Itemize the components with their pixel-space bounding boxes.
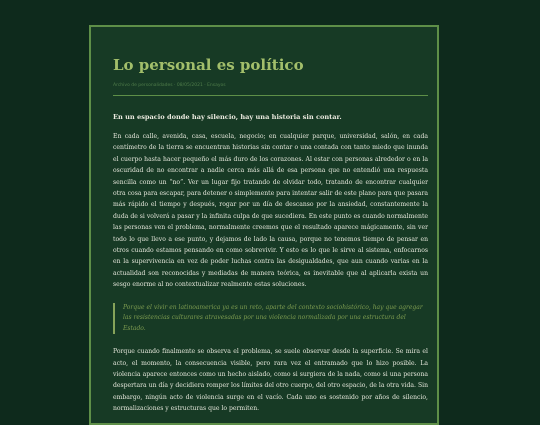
post-paragraph: Porque cuando finalmente se observa el problema, se suele observar desde la superficie. Se mira el acto, el momento, la consecuencia visible, pero rara vez el entramado que lo hizo posible. La violencia aparece entonces como un hecho aislado, como si surgiera de la nada, como si una persona despertara un día y decidiera romper los límites del otro cuerpo, del otro espacio, de la otra vida. Sin embargo, ningún acto de violencia surge en el vacío. Cada uno es sostenido por años de silencio, normalizaciones y estructuras que lo permiten. <box>113 348 428 413</box>
post-blockquote: Porque el vivir en latinoamerica ya es un reto, aparte del contexto sociohistórico, hay que agregar las resistencias culturares atravesadas por una violencia normalizada por una estructura del Estado. <box>113 303 428 335</box>
post-container <box>89 25 439 425</box>
post-lead: En un espacio donde hay silencio, hay una historia sin contar. <box>113 113 342 121</box>
post-title[interactable]: Lo personal es político <box>113 56 304 74</box>
post-paragraph: En cada calle, avenida, casa, escuela, negocio; en cualquier parque, universidad, salón, en cada centímetro de la tierra se encuentran historias sin contar o una contada con tanto miedo que inunda el cuerpo hasta hacer pequeño el más duro de los corazones. Al estar con personas alrededor o en la oscuridad de no encontrar a nadie cerca más allá de esa persona que no entendió una respuesta sencilla como un “no”. Ver un lugar fijo tratando de olvidar todo, tratando de encontrar cualquier otra cosa para escapar, para detener o simplemente para intentar salir de este plano para que pasara más rápido el tiempo y después, rogar por un día de descanso por la ansiedad, constantemente la duda de si volverá a pasar y la infinita culpa de que sucediera. En este punto es cuando normalmente las personas ven el problema, normalmente creemos que el resultado aparece mágicamente, sin ver todo lo que llevo a ese punto, y dejamos de lado la causa, porque no tenemos tiempo de pensar en otros cuando estamos pensando en como sobrevivir. Y esto es lo que le sirve al sistema, enfocarnos en la supervivencia en vez de poder luchas contra las desigualdades, que aun cuando varias en la actualidad son reconocidas y mediadas de manera teórica, es inevitable que al aplicarla exista un sesgo enorme al no contextualizar realmente estas soluciones. <box>113 133 428 289</box>
title-divider <box>113 95 428 96</box>
post-meta: Archivo de personalidades · 08/05/2021 · Ensayos <box>113 83 226 88</box>
